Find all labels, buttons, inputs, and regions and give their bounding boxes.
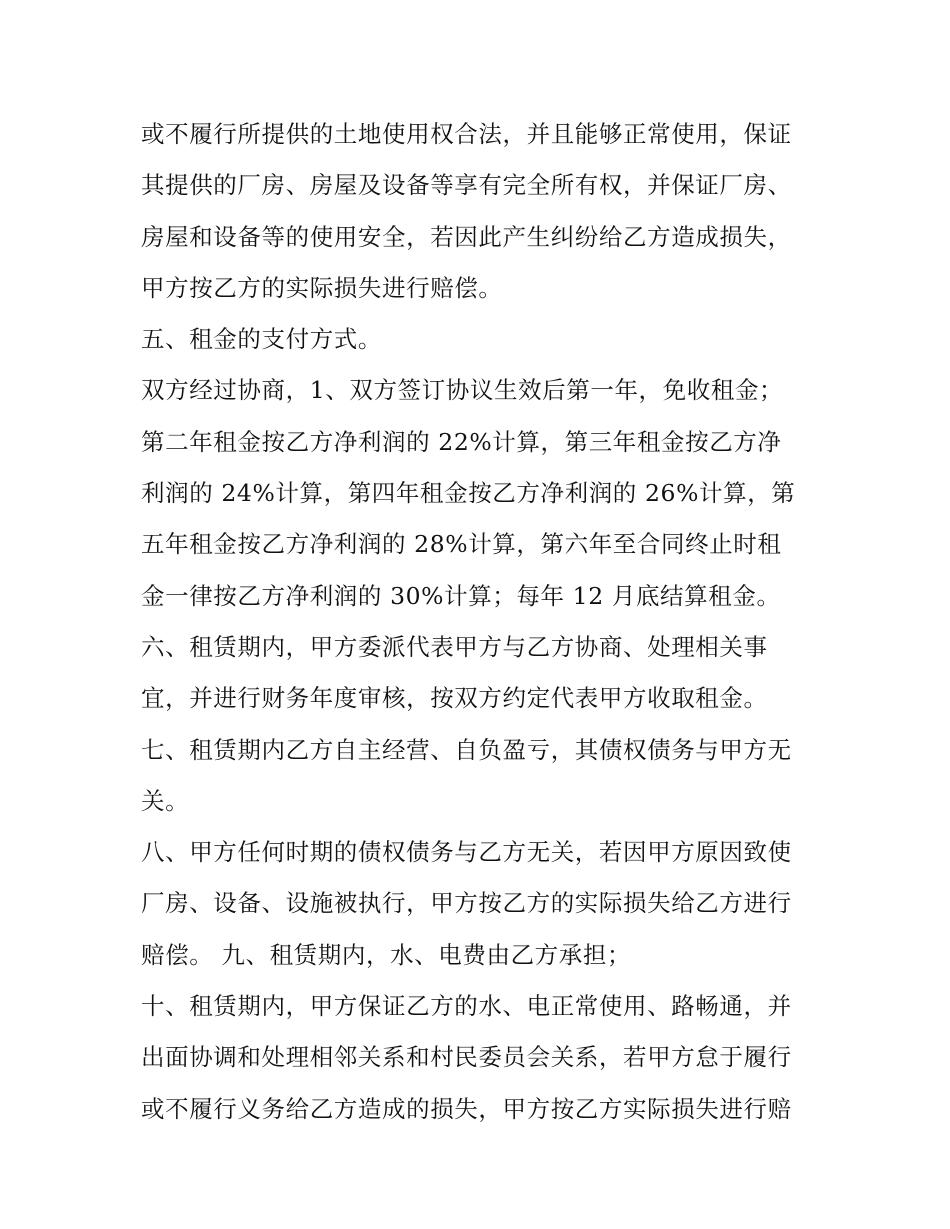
text-line: 第二年租金按乙方净利润的 22%计算，第三年租金按乙方净 — [141, 427, 782, 456]
text-line: 利润的 24%计算，第四年租金按乙方净利润的 26%计算，第 — [141, 479, 796, 508]
contract-text-body — [141, 109, 821, 1135]
text-line: 甲方按乙方的实际损失进行赔偿。 — [141, 273, 503, 302]
text-line: 房屋和设备等的使用安全，若因此产生纠纷给乙方造成损失， — [141, 222, 792, 251]
text-line: 或不履行所提供的土地使用权合法，并且能够正常使用，保证 — [141, 120, 792, 148]
text-line: 金一律按乙方净利润的 30%计算；每年 12 月底结算租金。 — [141, 581, 781, 610]
clause-eight: 八、甲方任何时期的债权债务与乙方无关，若因甲方原因致使 — [141, 838, 792, 867]
text-line: 其提供的厂房、房屋及设备等享有完全所有权，并保证厂房、 — [141, 171, 792, 200]
section-heading-rent-payment: 五、租金的支付方式。 — [141, 325, 382, 354]
text-line: 双方经过协商，1、双方签订协议生效后第一年，免收租金； — [141, 376, 784, 405]
clause-ten: 十、租赁期内，甲方保证乙方的水、电正常使用、路畅通，并 — [141, 992, 792, 1021]
text-line: 厂房、设备、设施被执行，甲方按乙方的实际损失给乙方进行 — [141, 889, 792, 918]
text-line: 宜，并进行财务年度审核，按双方约定代表甲方收取租金。 — [141, 684, 768, 713]
text-line: 关。 — [141, 786, 190, 815]
clause-six: 六、租赁期内，甲方委派代表甲方与乙方协商、处理相关事 — [141, 632, 768, 661]
clause-seven: 七、租赁期内乙方自主经营、自负盈亏，其债权债务与甲方无 — [141, 735, 792, 764]
text-line: 赔偿。 九、租赁期内，水、电费由乙方承担； — [141, 940, 632, 969]
text-line: 或不履行义务给乙方造成的损失，甲方按乙方实际损失进行赔 — [141, 1094, 792, 1123]
text-line: 出面协调和处理相邻关系和村民委员会关系，若甲方怠于履行 — [141, 1043, 792, 1072]
text-line: 五年租金按乙方净利润的 28%计算，第六年至合同终止时租 — [141, 530, 782, 559]
